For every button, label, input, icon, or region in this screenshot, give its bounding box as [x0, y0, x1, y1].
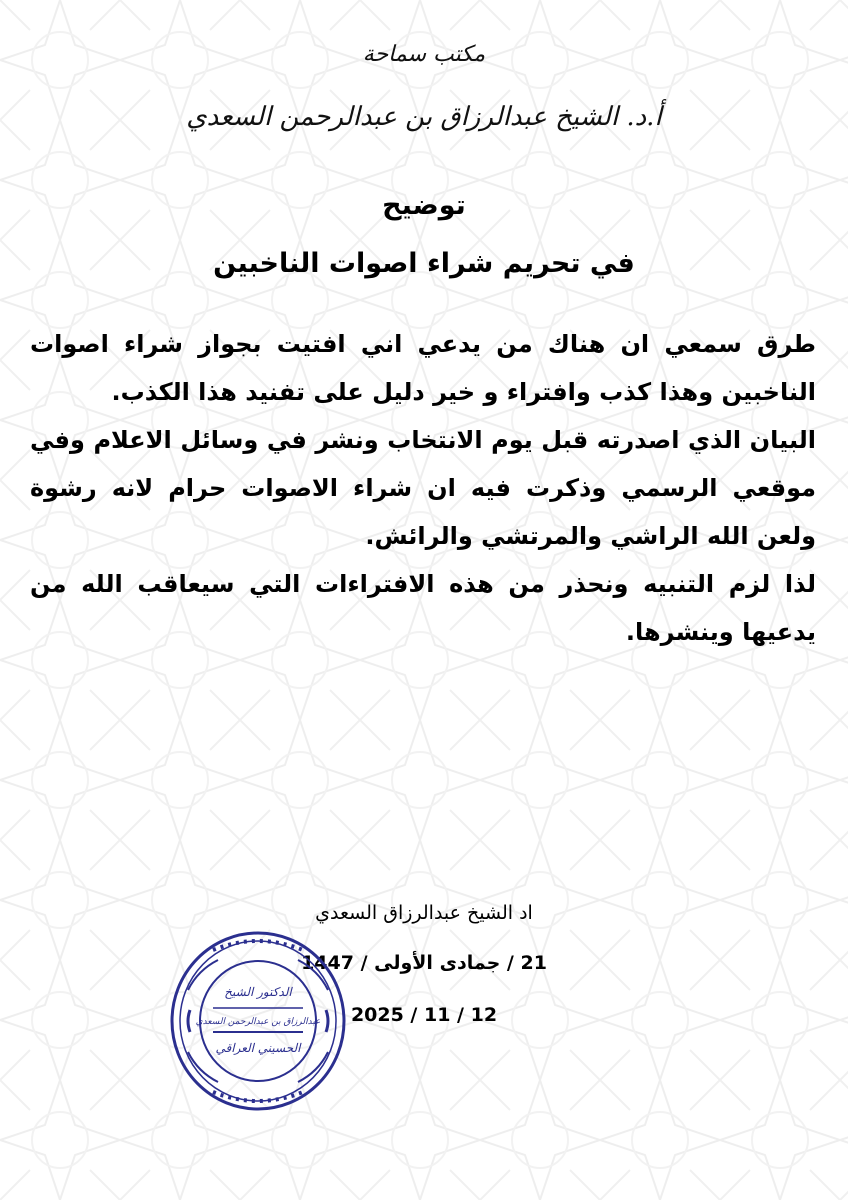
seal-line-3: الحسيني العراقي [215, 1041, 301, 1055]
gregorian-date: 2025 / 11 / 12 [350, 1004, 498, 1026]
paragraph-warning: لذا لزم التنبيه ونحذر من هذه الافتراءات التي سيعاقب الله من يدعيها وينشرها. [30, 570, 816, 646]
statement-body [30, 320, 816, 656]
sheikh-calligraphy-name: أ.د. الشيخ عبدالرزاق بن عبدالرحمن السعدي [186, 102, 662, 132]
paragraph-denial: طرق سمعي ان هناك من يدعي اني افتيت بجواز شراء اصوات الناخبين وهذا كذب وافتراء و خير دليل على تفنيد هذا الكذب. [30, 330, 816, 406]
paragraph-evidence: البيان الذي اصدرته قبل يوم الانتخاب ونشر في وسائل الاعلام وفي موقعي الرسمي وذكرت فيه ان شراء الاصوات حرام لانه رشوة ولعن الله الراشي والمرتشي والرائش. [30, 426, 816, 550]
seal-stamp-icon [168, 930, 348, 1112]
seal-line-1: الدكتور الشيخ [224, 985, 292, 999]
document-title: توضيح [382, 190, 466, 221]
office-heading: مكتب سماحة [362, 42, 486, 67]
document-subtitle: في تحريم شراء اصوات الناخبين [213, 248, 635, 279]
official-seal [168, 930, 348, 1112]
document-heading [0, 186, 848, 284]
hijri-date: 21 / جمادى الأولى / 1447 [301, 952, 547, 974]
seal-line-2: عبدالرزاق بن عبدالرحمن السعدي [195, 1017, 321, 1027]
signature-block [0, 896, 848, 1032]
letterhead [0, 40, 848, 134]
signatory-name: اد الشيخ عبدالرزاق السعدي [315, 902, 533, 924]
